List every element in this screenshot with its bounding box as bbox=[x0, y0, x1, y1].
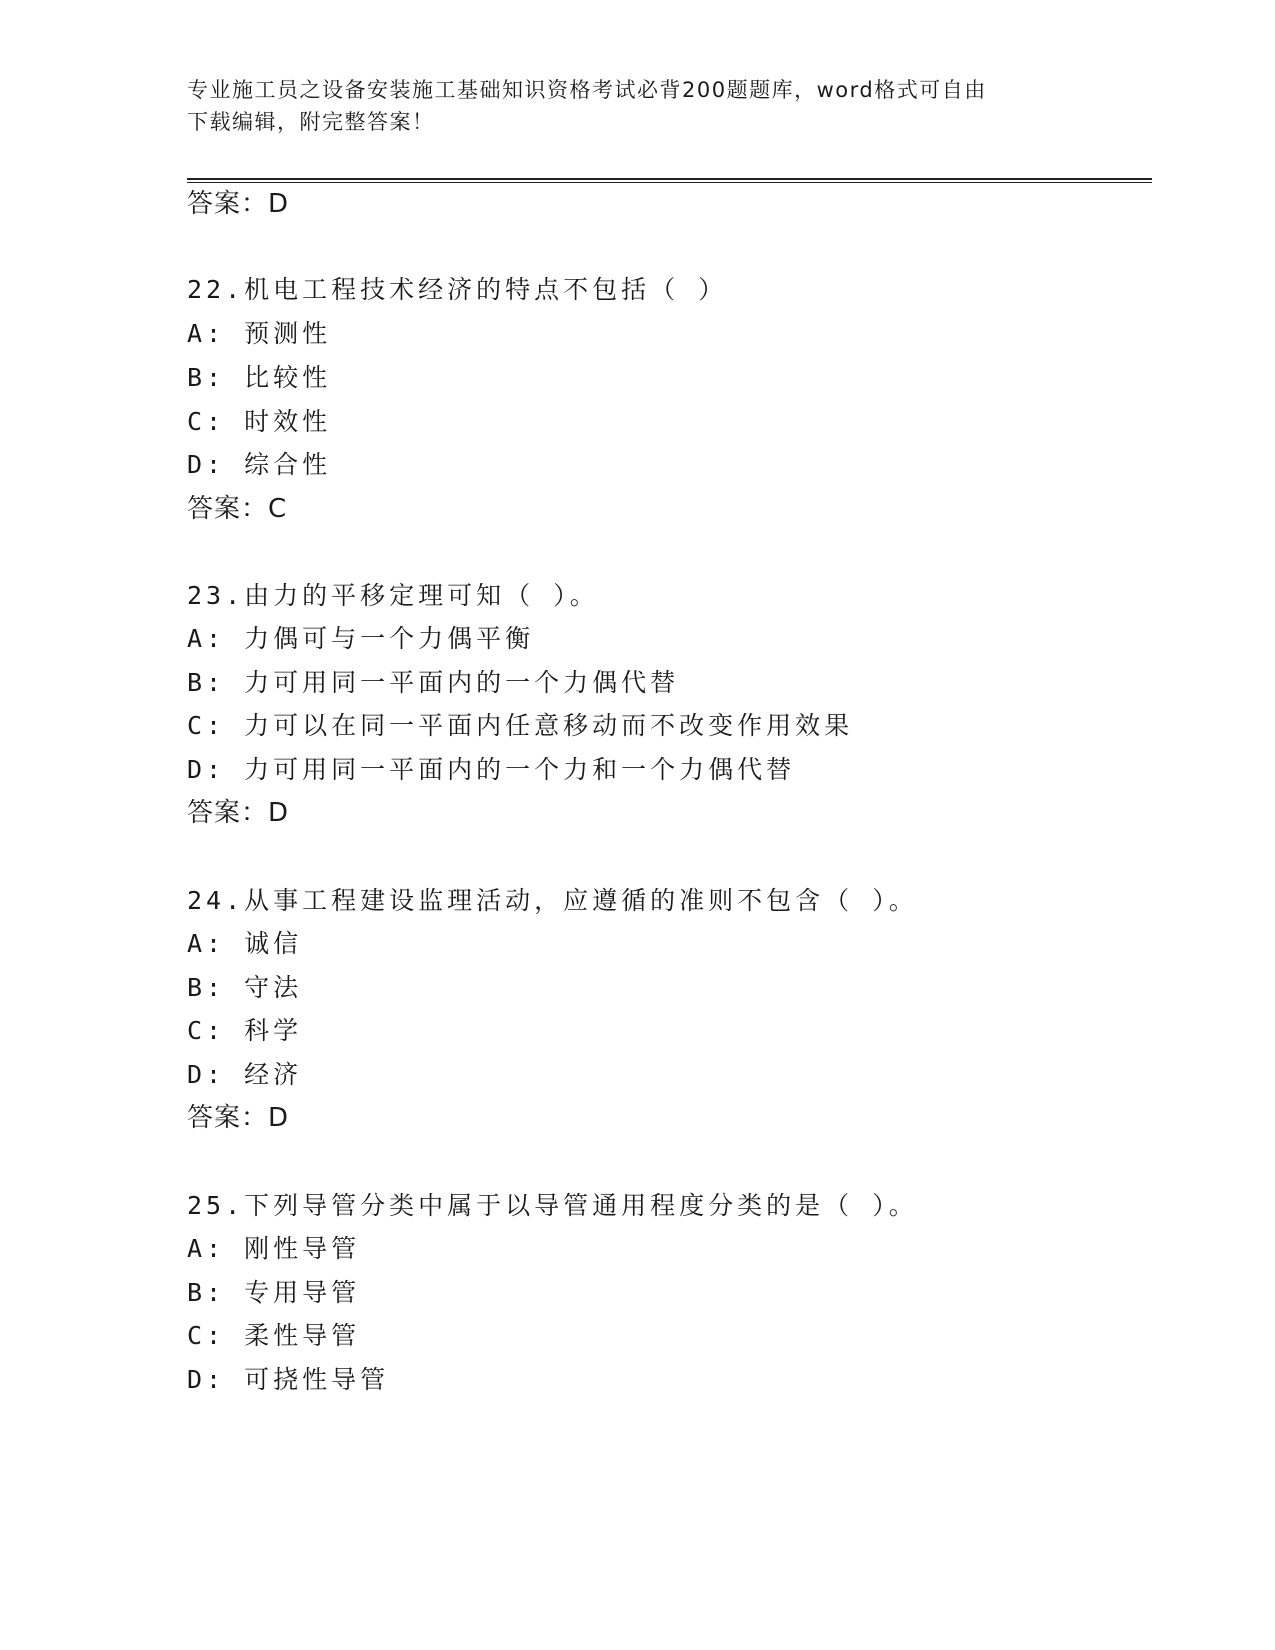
question-23-option-c: C: 力可以在同一平面内任意移动而不改变作用效果 bbox=[187, 711, 854, 740]
question-22-stem: 22.机电工程技术经济的特点不包括（ ） bbox=[187, 275, 728, 304]
question-23-option-b: B: 力可用同一平面内的一个力偶代替 bbox=[187, 668, 680, 697]
question-22-option-d: D: 综合性 bbox=[187, 450, 332, 479]
question-22-option-b: B: 比较性 bbox=[187, 363, 332, 392]
document-header bbox=[187, 74, 1087, 138]
question-23-option-a: A: 力偶可与一个力偶平衡 bbox=[187, 624, 535, 653]
question-22-option-c: C: 时效性 bbox=[187, 407, 332, 436]
question-24-option-c: C: 科学 bbox=[187, 1016, 303, 1045]
header-divider-thin bbox=[187, 182, 1152, 183]
previous-answer: 答案：D bbox=[187, 189, 290, 219]
question-25-option-c: C: 柔性导管 bbox=[187, 1321, 361, 1350]
question-25-option-b: B: 专用导管 bbox=[187, 1278, 361, 1307]
header-line-1: 专业施工员之设备安装施工基础知识资格考试必背200题题库，word格式可自由 bbox=[187, 78, 987, 102]
question-23-option-d: D: 力可用同一平面内的一个力和一个力偶代替 bbox=[187, 755, 796, 784]
question-24-option-b: B: 守法 bbox=[187, 973, 303, 1002]
question-24-answer: 答案：D bbox=[187, 1103, 290, 1133]
question-24-option-a: A: 诚信 bbox=[187, 929, 303, 958]
question-23-stem: 23.由力的平移定理可知（ ）。 bbox=[187, 581, 599, 610]
question-22-answer: 答案：C bbox=[187, 494, 288, 524]
question-23-answer: 答案：D bbox=[187, 798, 290, 828]
question-24-stem: 24.从事工程建设监理活动，应遵循的准则不包含（ ）。 bbox=[187, 886, 918, 915]
header-line-2: 下载编辑，附完整答案！ bbox=[187, 110, 435, 134]
question-24-option-d: D: 经济 bbox=[187, 1060, 303, 1089]
question-25-stem: 25.下列导管分类中属于以导管通用程度分类的是（ ）。 bbox=[187, 1191, 918, 1220]
header-divider bbox=[187, 178, 1152, 180]
question-25-option-d: D: 可挠性导管 bbox=[187, 1365, 390, 1394]
question-25-option-a: A: 刚性导管 bbox=[187, 1234, 361, 1263]
question-22-option-a: A: 预测性 bbox=[187, 319, 332, 348]
